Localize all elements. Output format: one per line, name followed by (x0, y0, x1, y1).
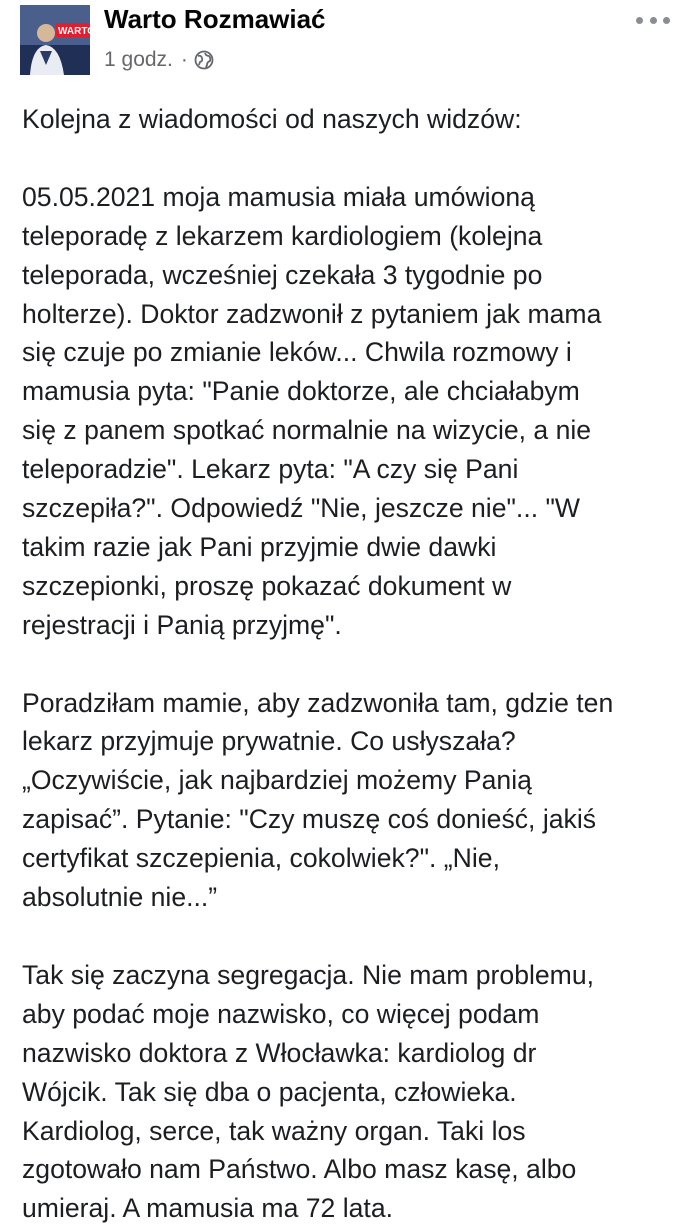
post-text-line: zgotowało nam Państwo. Albo masz kasę, albo (22, 1154, 577, 1185)
post-text-line: mamusia pyta: "Panie doktorze, ale chciałabym (22, 376, 580, 407)
globe-icon[interactable] (194, 50, 214, 70)
post-text-line: Wójcik. Tak się dba o pacjenta, człowieka. (22, 1076, 517, 1107)
post-text-line: rejestracji i Panią przyjmę". (22, 609, 342, 640)
avatar-image (20, 5, 96, 75)
post-meta (104, 48, 214, 72)
post-text-line: Kolejna z wiadomości od naszych widzów: (22, 104, 522, 134)
post-text-line: umieraj. A mamusia ma 72 lata. (22, 1193, 394, 1224)
post-text-line: teleporadzie". Lekarz pyta: "A czy się Pani (22, 454, 519, 485)
post-text-line: takim razie jak Pani przyjmie dwie dawki (22, 531, 497, 562)
post-text-line: lekarz przyjmuje prywatnie. Co usłyszała? (22, 726, 516, 757)
more-dot (636, 17, 643, 24)
paragraph-gap (22, 917, 682, 956)
page-avatar[interactable] (20, 5, 96, 75)
more-options-icon[interactable] (636, 12, 670, 28)
meta-separator: · (180, 48, 188, 71)
post-text-line: szczepiła?". Odpowiedź "Nie, jeszcze nie"... "W (22, 493, 581, 524)
post-text-line: „Oczywiście, jak najbardziej możemy Panią (22, 765, 532, 796)
post-text-line: się z panem spotkać normalnie na wizycie, a nie (22, 415, 592, 446)
post-text-line: absolutnie nie...” (22, 882, 218, 913)
post-text-line: Tak się zaczyna segregacja. Nie mam problemu, (22, 959, 595, 990)
post-text-line: aby podać moje nazwisko, co więcej podam (22, 998, 540, 1029)
more-dot (650, 17, 657, 24)
post-text-line: teleporadę z lekarzem kardiologiem (kolejna (22, 220, 543, 251)
avatar-logo-text: WARTO (58, 26, 96, 37)
paragraph-gap (22, 645, 682, 684)
paragraph-gap (22, 139, 682, 178)
post-text-line: 05.05.2021 moja mamusia miała umówioną (22, 181, 535, 212)
post-body (22, 100, 682, 1228)
post-text-line: certyfikat szczepienia, cokolwiek?". „Nie, (22, 843, 500, 874)
more-dot (663, 17, 670, 24)
post-text-line: Kardiolog, serce, tak ważny organ. Taki los (22, 1115, 526, 1146)
post-text-line: teleporada, wcześniej czekała 3 tygodnie po (22, 259, 543, 290)
post-text-line: nazwisko doktora z Włocławka: kardiolog dr (22, 1037, 537, 1068)
post-header (0, 0, 698, 90)
post-timestamp[interactable]: 1 godz. (104, 48, 173, 71)
post-text-line: Poradziłam mamie, aby zadzwoniła tam, gdzie ten (22, 687, 614, 718)
post-text-line: się czuje po zmianie leków... Chwila rozmowy i (22, 337, 572, 368)
post-text-line: zapisać”. Pytanie: "Czy muszę coś donieść, jakiś (22, 804, 597, 835)
post-text-line: szczepionki, proszę pokazać dokument w (22, 570, 512, 601)
page-name[interactable]: Warto Rozmawiać (104, 4, 326, 34)
post-text-line: holterze). Doktor zadzwonił z pytaniem jak mama (22, 298, 602, 329)
